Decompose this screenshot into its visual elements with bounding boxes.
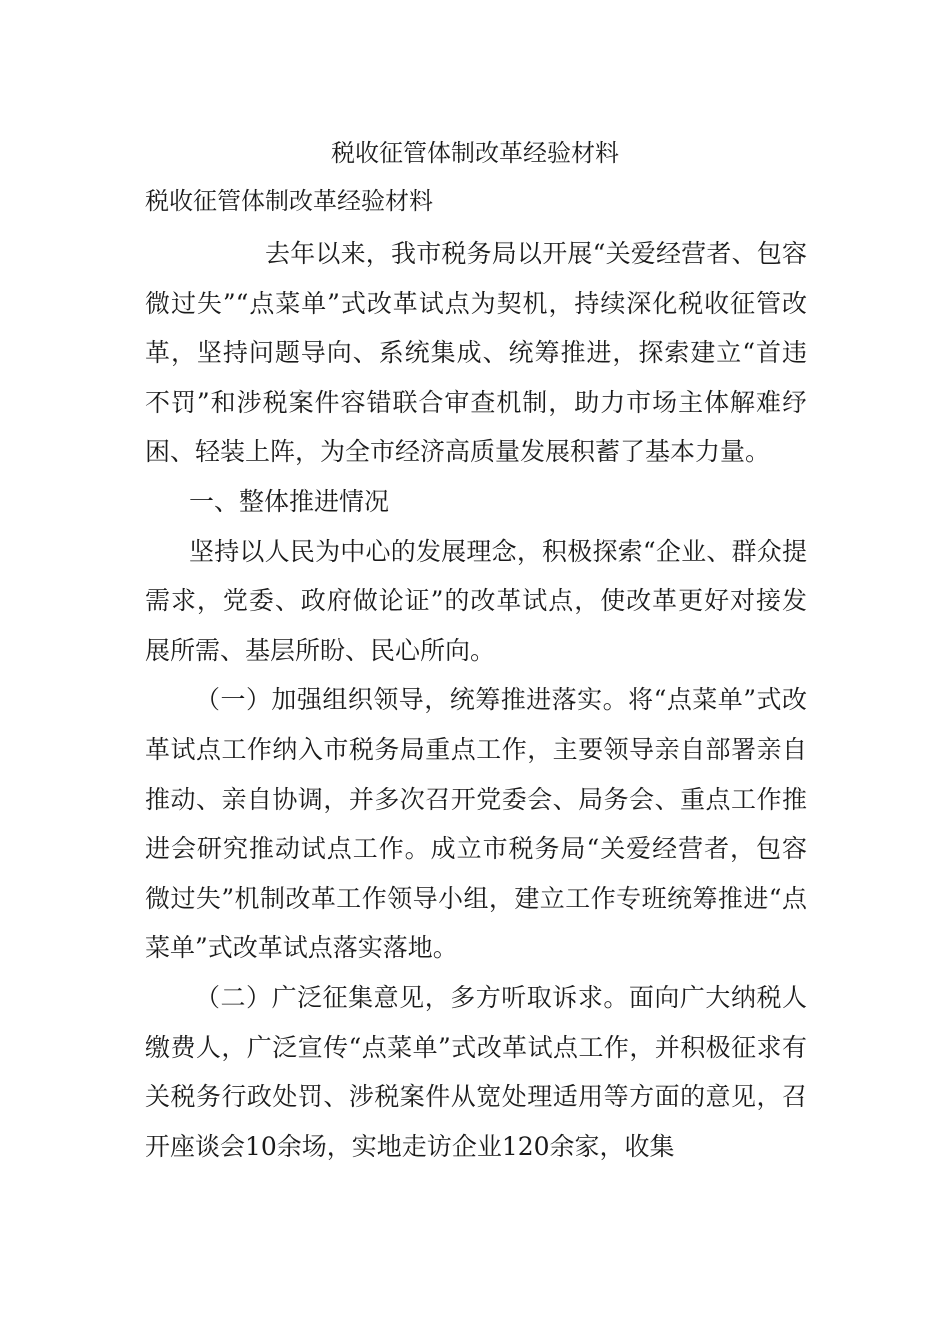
- document-subtitle: 税收征管体制改革经验材料: [145, 187, 433, 215]
- intro-paragraph: 去年以来，我市税务局以开展“关爱经营者、包容微过失”“点菜单”式改革试点为契机，持续深化税收征管改革，坚持问题导向、系统集成、统筹推进，探索建立“首违不罚”和涉税案件容错联合审查机制，助力市场主体解难纾困、轻装上阵，为全市经济高质量发展积蓄了基本力量。: [145, 239, 807, 467]
- body-paragraph: （二）广泛征集意见，多方听取诉求。面向广大纳税人缴费人，广泛宣传“点菜单”式改革试点工作，并积极征求有关税务行政处罚、涉税案件从宽处理适用等方面的意见，召开座谈会10余场，实地走访企业120余家，收集: [145, 982, 807, 1161]
- document-body: [145, 229, 807, 1171]
- document-title: 税收征管体制改革经验材料: [331, 139, 619, 167]
- section-heading: 一、整体推进情况: [189, 486, 390, 516]
- body-paragraph: （一）加强组织领导，统筹推进落实。将“点菜单”式改革试点工作纳入市税务局重点工作，主要领导亲自部署亲自推动、亲自协调，并多次召开党委会、局务会、重点工作推进会研究推动试点工作。成立市税务局“关爱经营者，包容微过失”机制改革工作领导小组，建立工作专班统筹推进“点菜单”式改革试点落实落地。: [145, 685, 807, 963]
- body-paragraph: 坚持以人民为中心的发展理念，积极探索“企业、群众提需求，党委、政府做论证”的改革试点，使改革更好对接发展所需、基层所盼、民心所向。: [145, 536, 807, 665]
